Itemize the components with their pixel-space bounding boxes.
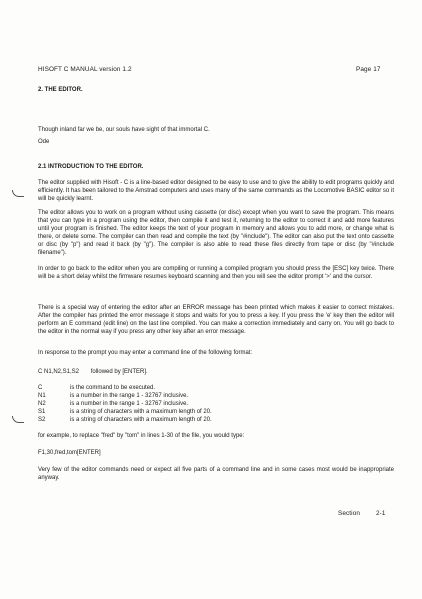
example-intro: for example, to replace "fred" by "tom" in lines 1-30 of the file, you would type:: [38, 433, 245, 439]
section-heading: 2.1 INTRODUCTION TO THE EDITOR.: [38, 164, 144, 170]
definition-row: [38, 400, 338, 408]
chapter-heading: 2. THE EDITOR.: [38, 87, 83, 93]
margin-bracket-mark: [12, 416, 24, 423]
running-header-page-number: Page 17: [356, 66, 381, 73]
margin-bracket-mark: [12, 190, 24, 197]
definition-desc: is a string of characters with a maximum length of 20.: [70, 409, 212, 416]
footer-section-label: Section: [338, 510, 361, 517]
epigraph-quote: Though inland far we be, our souls have sight of that immortal C.: [38, 127, 210, 133]
paragraph-escape: In order to go back to the editor when you are compiling or running a compiled program you should press the [ESC] key twice. There will be a short delay whilst the firmware resumes keyboard scanning and then you will see the editor prompt '>' and the cursor.: [38, 266, 394, 281]
definition-desc: is the command to be executed.: [70, 385, 156, 391]
epigraph-source: Ode: [38, 139, 50, 145]
definition-term: N1: [38, 393, 46, 400]
command-format-code: C N1,N2,S1,S2: [38, 369, 80, 375]
paragraph-closing: Very few of the editor commands need or expect all five parts of a command line and in some cases most would be inappropriate anyway.: [38, 467, 394, 482]
paragraph-intro: The editor supplied with Hisoft - C is a line-based editor designed to be easy to use and to give the ability to edit programs quickly and efficiently. It has been tailored to the Amstrad computers and uses many of the same commands as the Locomotive BASIC editor so it will be quickly learnt.: [38, 180, 394, 203]
paragraph-workflow: The editor allows you to work on a program without using cassette (or disc) except when you want to save the program. This means that you can type in a program using the editor, then compile it and test it, returning to the editor to correct it and add more features until your program is finished. The editor keeps the text of your program in memory and allows you to add more, or change what is there, or delete some. The compiler can then read and compile the text (by "#include"). The editor can also put the text onto cassette or disc (by "p") and read it back (by "g"). The compiler is also able to read these files directly from tape or disc (by "#include filename").: [38, 210, 394, 257]
definition-term: C: [38, 385, 43, 391]
definition-row: [38, 392, 338, 400]
definition-term: S2: [38, 417, 46, 424]
footer-section-number: 2-1: [376, 510, 386, 517]
example-command: F1,30,fred,tom[ENTER]: [38, 450, 101, 456]
running-header-title: HISOFT C MANUAL version 1.2: [38, 66, 132, 73]
definition-row: [38, 384, 338, 392]
parameter-definitions: [38, 384, 338, 424]
definition-desc: is a string of characters with a maximum length of 20.: [70, 417, 212, 424]
definition-desc: is a number in the range 1 - 32767 inclusive.: [70, 401, 189, 408]
definition-row: [38, 408, 338, 416]
paragraph-error-entry: There is a special way of entering the editor after an ERROR message has been printed which makes it easier to correct mistakes. After the compiler has printed the error message it stops and waits for you to press a key. If you press the 'e' key then the editor will perform an E command (edit line) on the last line compiled. You can make a correction immediately and carry on. You will go back to the editor in the normal way if you press any other key after an error message.: [38, 305, 394, 336]
command-format-line: [38, 368, 148, 376]
definition-term: S1: [38, 409, 46, 416]
definition-row: [38, 416, 338, 424]
command-format-suffix: followed by [ENTER].: [90, 369, 148, 375]
definition-desc: is a number in the range 1 - 32767 inclusive.: [70, 393, 189, 400]
paragraph-format-intro: In response to the prompt you may enter a command line of the following format:: [38, 350, 253, 356]
definition-term: N2: [38, 401, 46, 408]
